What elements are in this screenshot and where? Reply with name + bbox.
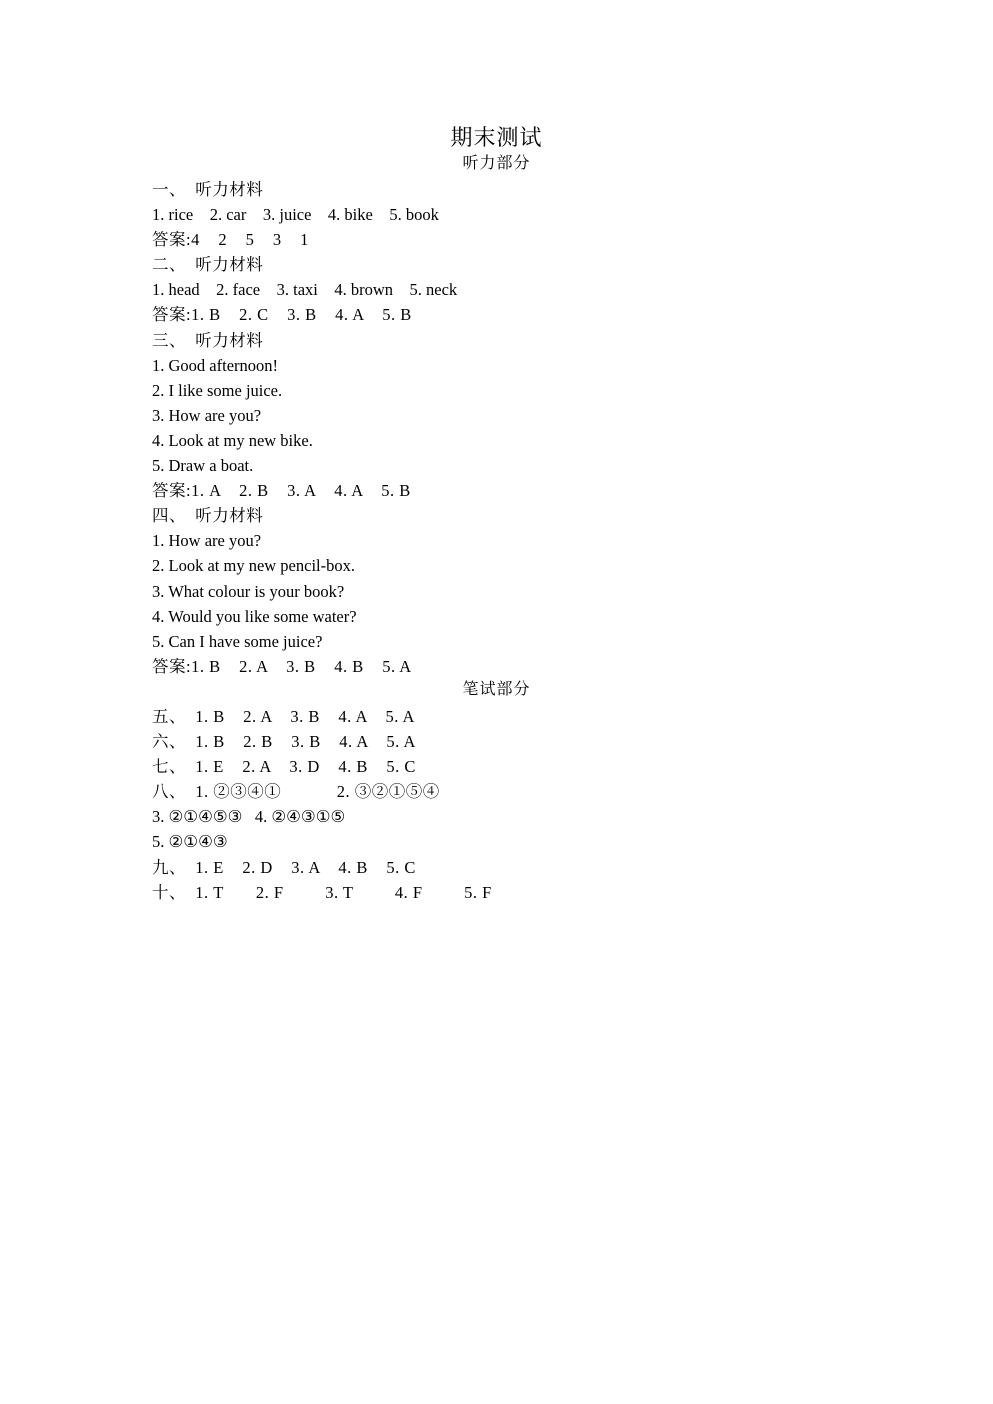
part-4-sentence-2: 2. Look at my new pencil-box. <box>152 556 355 576</box>
listening-section <box>152 177 752 679</box>
part-10-answer: 十、 1. T 2. F 3. T 4. F 5. F <box>152 882 492 902</box>
writing-section <box>152 704 752 905</box>
part-8-answer-line-2: 3. ②①④⑤③ 4. ②④③①⑤ <box>152 807 346 827</box>
part-1-words: 1. rice 2. car 3. juice 4. bike 5. book <box>152 205 439 225</box>
page-title: 期末测试 <box>450 125 543 150</box>
part-4-label: 四、 听力材料 <box>152 506 264 526</box>
part-1-answer: 答案:4 2 5 3 1 <box>152 230 309 250</box>
part-4-answer: 答案:1. B 2. A 3. B 4. B 5. A <box>152 656 412 676</box>
part-7-answer: 七、 1. E 2. A 3. D 4. B 5. C <box>152 757 416 777</box>
part-3-sentence-2: 2. I like some juice. <box>152 380 283 400</box>
part-3-sentence-5: 5. Draw a boat. <box>152 456 254 476</box>
part-5-answer: 五、 1. B 2. A 3. B 4. A 5. A <box>152 707 415 726</box>
part-4-sentence-4: 4. Would you like some water? <box>152 606 357 626</box>
part-4-sentence-3: 3. What colour is your book? <box>152 581 345 601</box>
part-9-answer: 九、 1. E 2. D 3. A 4. B 5. C <box>152 857 416 877</box>
part-4-sentence-5: 5. Can I have some juice? <box>152 631 323 651</box>
part-8-answer-line-1: 八、 1. ②③④① 2. ③②①⑤④ <box>152 782 440 802</box>
part-3-label: 三、 听力材料 <box>152 330 264 350</box>
part-2-words: 1. head 2. face 3. taxi 4. brown 5. neck <box>152 280 458 300</box>
part-3-sentence-4: 4. Look at my new bike. <box>152 430 313 450</box>
part-2-label: 二、 听力材料 <box>152 255 264 275</box>
part-6-answer: 六、 1. B 2. B 3. B 4. A 5. A <box>152 732 416 752</box>
part-1-label: 一、 听力材料 <box>152 180 264 199</box>
writing-section-heading: 笔试部分 <box>462 681 531 698</box>
part-3-sentence-1: 1. Good afternoon! <box>152 355 279 375</box>
part-2-answer: 答案:1. B 2. C 3. B 4. A 5. B <box>152 305 412 325</box>
part-4-sentence-1: 1. How are you? <box>152 531 262 551</box>
part-8-answer-line-3: 5. ②①④③ <box>152 832 228 852</box>
listening-section-heading: 听力部分 <box>462 155 531 172</box>
part-3-sentence-3: 3. How are you? <box>152 405 262 425</box>
part-3-answer: 答案:1. A 2. B 3. A 4. A 5. B <box>152 481 411 501</box>
